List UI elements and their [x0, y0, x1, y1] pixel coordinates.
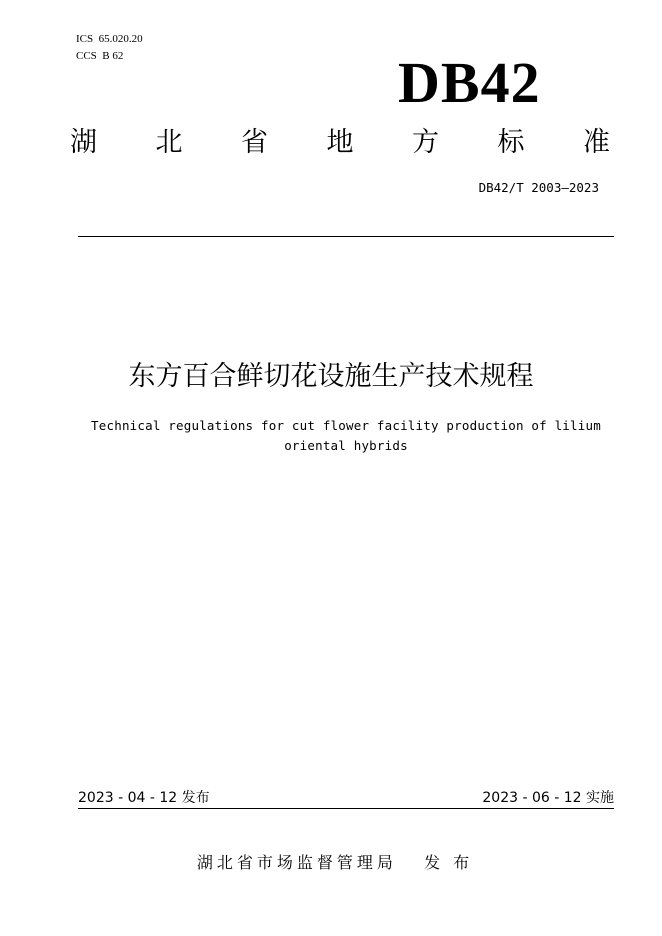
standard-type-char: 方	[412, 127, 439, 158]
bottom-divider	[78, 808, 614, 809]
title-english: Technical regulations for cut flower facility production of lilium oriental hybrids	[91, 418, 601, 453]
standard-type	[70, 126, 610, 160]
issue-date: 2023 - 04 - 12 发布	[78, 790, 210, 806]
ccs-code: CCS B 62	[76, 50, 124, 62]
publisher: 湖北省市场监督管理局 发 布	[196, 853, 474, 872]
standard-logo: DB42	[398, 50, 541, 115]
standard-type-char: 湖	[70, 127, 97, 158]
ics-code: ICS 65.020.20	[76, 33, 143, 45]
title-chinese: 东方百合鲜切花设施生产技术规程	[128, 361, 534, 392]
standard-type-char: 准	[583, 127, 610, 158]
top-divider	[78, 236, 614, 237]
standard-type-char: 地	[326, 127, 354, 158]
standard-number: DB42/T 2003—2023	[478, 180, 599, 195]
standard-type-char: 标	[497, 127, 525, 158]
standard-type-char: 省	[241, 127, 268, 158]
implementation-date: 2023 - 06 - 12 实施	[482, 790, 614, 806]
standard-type-char: 北	[155, 127, 183, 158]
